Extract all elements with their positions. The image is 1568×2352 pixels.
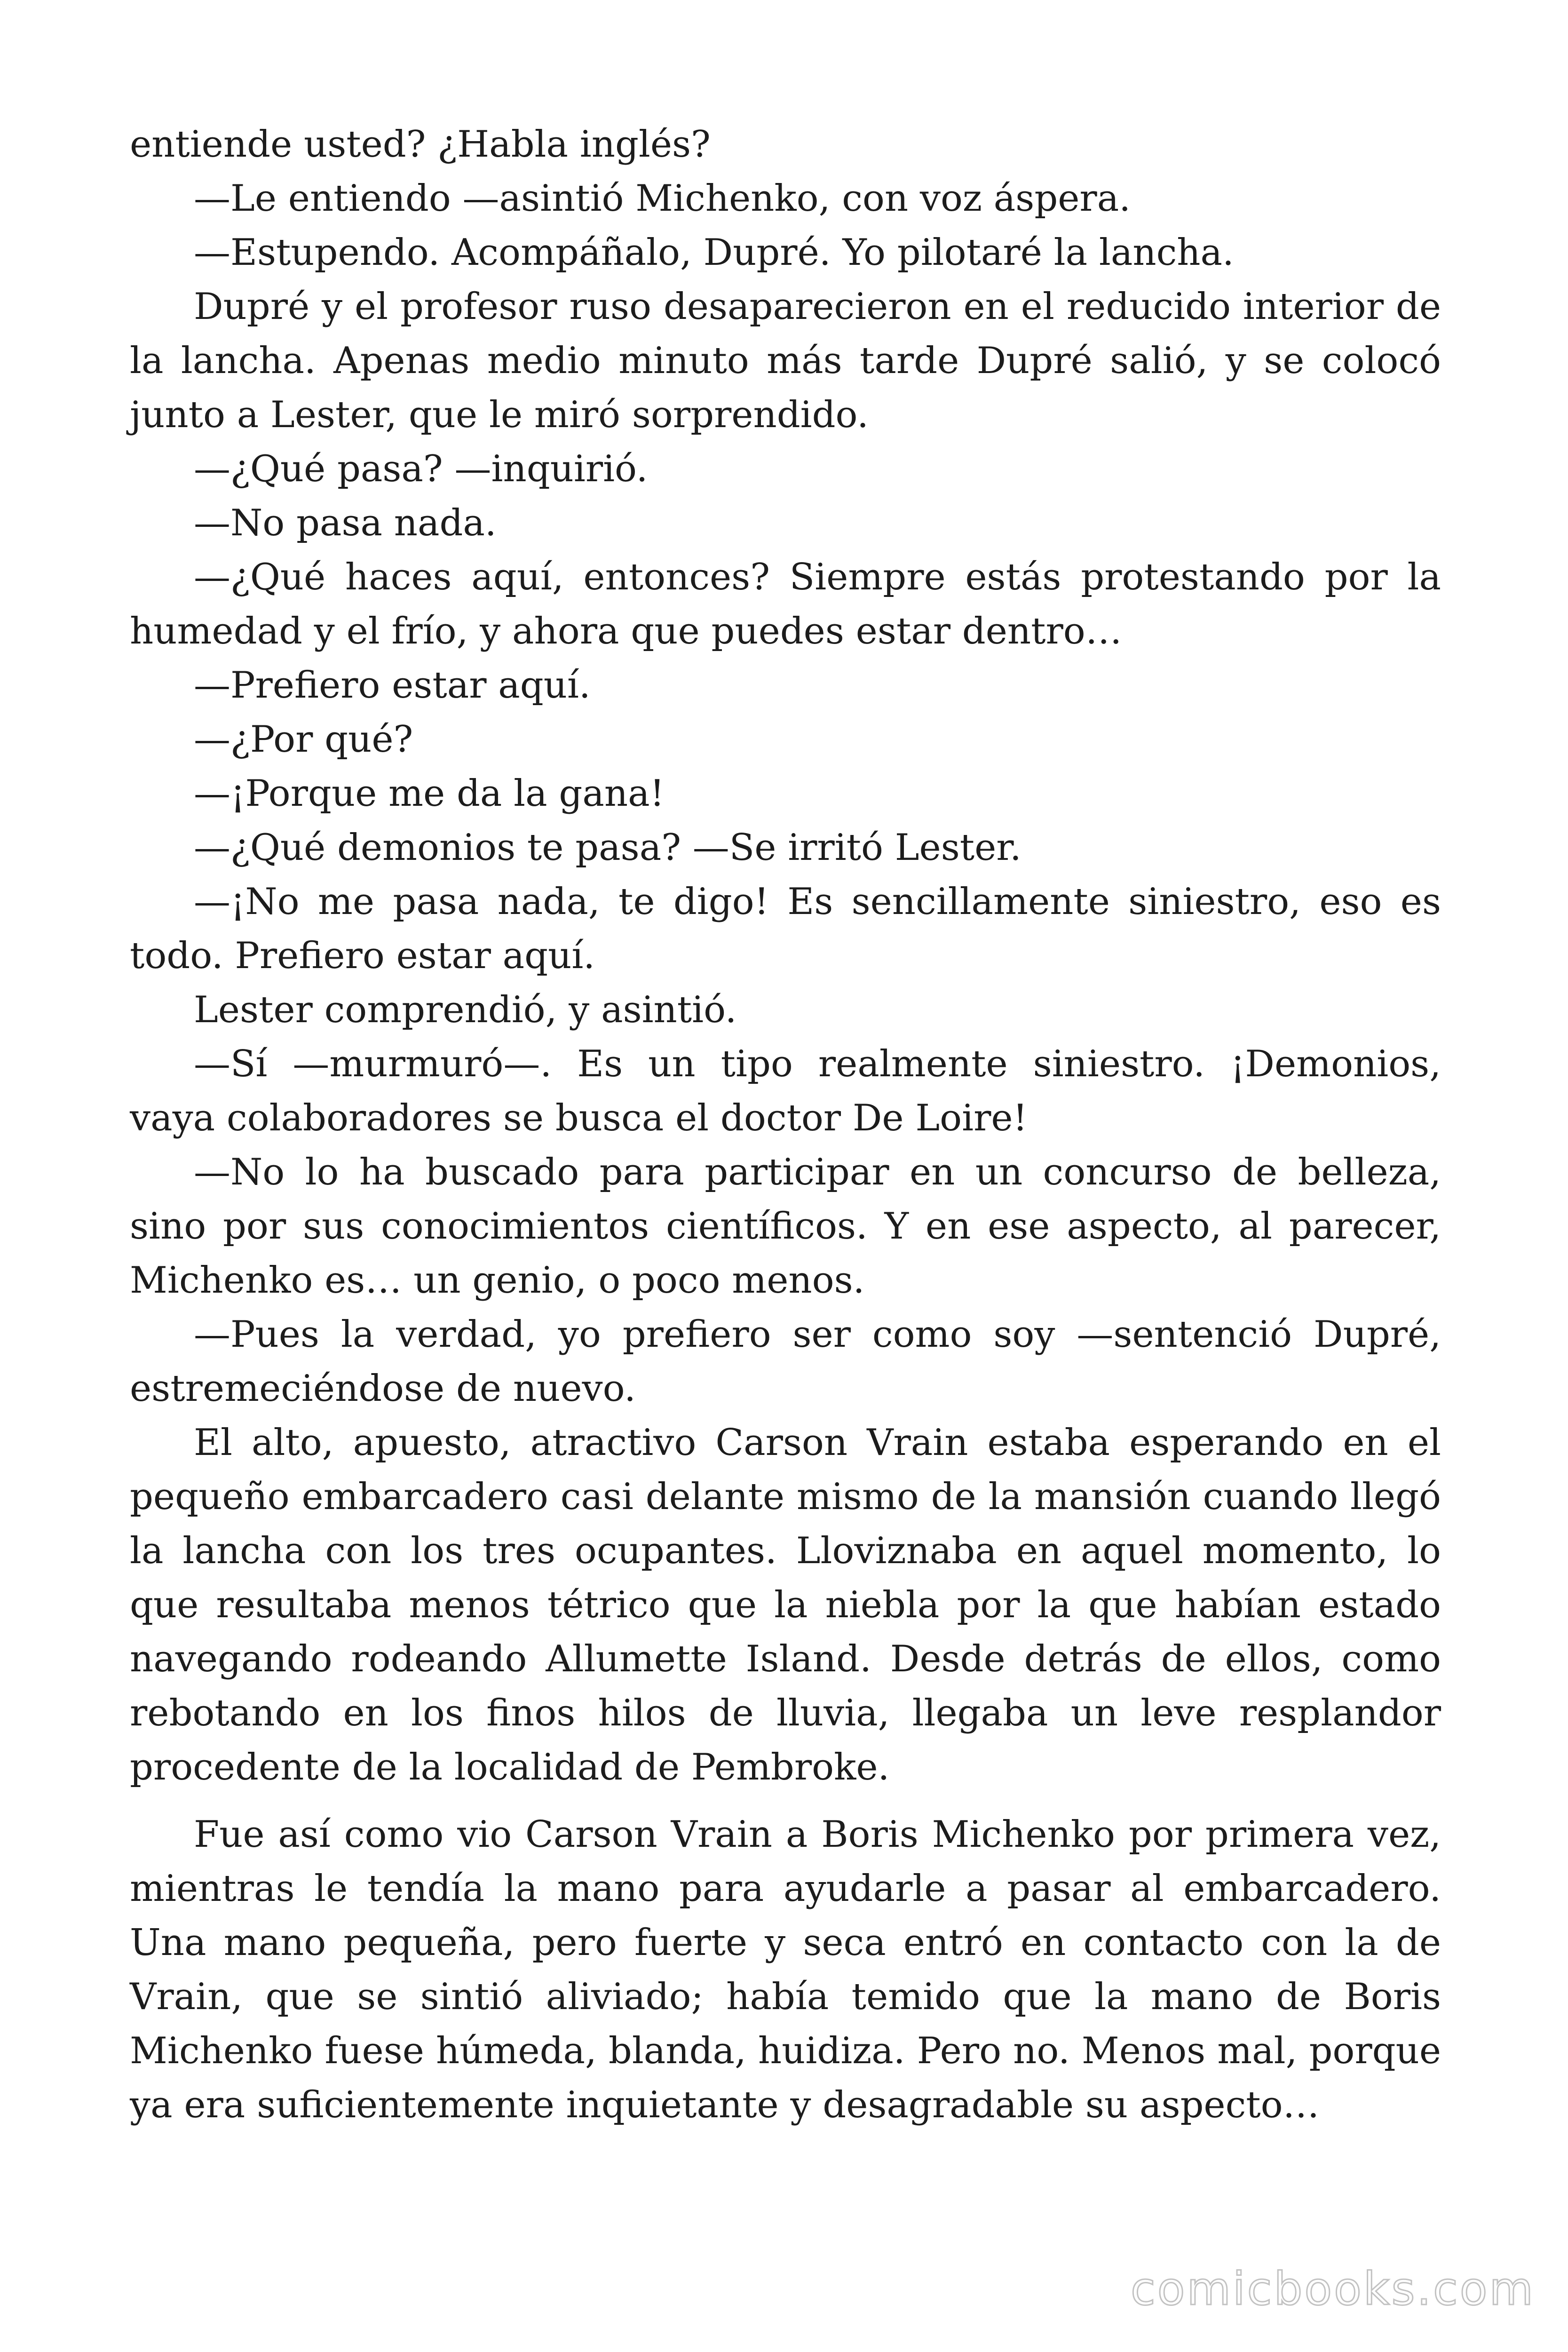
paragraph-6: —No pasa nada. — [194, 502, 497, 544]
paragraph-2: —Le entiendo —asintió Michenko, con voz áspera. — [194, 177, 1131, 220]
paragraph-12: —¡No me pasa nada, te digo! Es sencillamente siniestro, eso es todo. Prefiero estar aquí. — [130, 881, 1441, 977]
paragraph-17: El alto, apuesto, atractivo Carson Vrain estaba esperando en el pequeño embarcadero casi delante mismo de la mansión cuando llegó la lancha con los tres ocupantes. Lloviznaba en aquel momento, lo que resultaba menos tétrico que la niebla por la que habían estado navegando rodeando Allumette Island. Desde detrás de ellos, como rebotando en los finos hilos de lluvia, llegaba un leve resplandor procedente de la localidad de Pembroke. — [130, 1422, 1441, 1788]
paragraph-3: —Estupendo. Acompáñalo, Dupré. Yo pilotaré la lancha. — [194, 231, 1234, 274]
paragraph-1: entiende usted? ¿Habla inglés? — [130, 123, 711, 166]
paragraph-7: —¿Qué haces aquí, entonces? Siempre estás protestando por la humedad y el frío, y ahora que puedes estar dentro… — [130, 556, 1441, 652]
paragraph-18: Fue así como vio Carson Vrain a Boris Michenko por primera vez, mientras le tendía la mano para ayudarle a pasar al embarcadero. Una mano pequeña, pero fuerte y seca entró en contacto con la de Vrain, que se sintió aliviado; había temido que la mano de Boris Michenko fuese húmeda, blanda, huidiza. Pero no. Menos mal, porque ya era suficientemente inquietante y desagradable su aspecto… — [130, 1813, 1441, 2126]
paragraph-11: —¿Qué demonios te pasa? —Se irritó Lester. — [194, 826, 1022, 869]
paragraph-13: Lester comprendió, y asintió. — [194, 989, 737, 1031]
paragraph-16: —Pues la verdad, yo prefiero ser como soy —sentenció Dupré, estremeciéndose de nuevo. — [130, 1313, 1441, 1410]
paragraph-15: —No lo ha buscado para participar en un concurso de belleza, sino por sus conocimientos científicos. Y en ese aspecto, al parecer, Michenko es… un genio, o poco menos. — [130, 1151, 1441, 1302]
paragraph-5: —¿Qué pasa? —inquirió. — [194, 448, 648, 490]
paragraph-8: —Prefiero estar aquí. — [194, 664, 591, 707]
watermark: comicbooks.com — [1130, 2263, 1535, 2315]
paragraph-4: Dupré y el profesor ruso desaparecieron en el reducido interior de la lancha. Apenas medio minuto más tarde Dupré salió, y se colocó junto a Lester, que le miró sorprendido. — [130, 286, 1441, 436]
book-page — [130, 118, 1441, 2132]
paragraph-10: —¡Porque me da la gana! — [194, 772, 665, 815]
paragraph-9: —¿Por qué? — [194, 718, 413, 761]
paragraph-14: —Sí —murmuró—. Es un tipo realmente siniestro. ¡Demonios, vaya colaboradores se busca el doctor De Loire! — [130, 1043, 1441, 1139]
